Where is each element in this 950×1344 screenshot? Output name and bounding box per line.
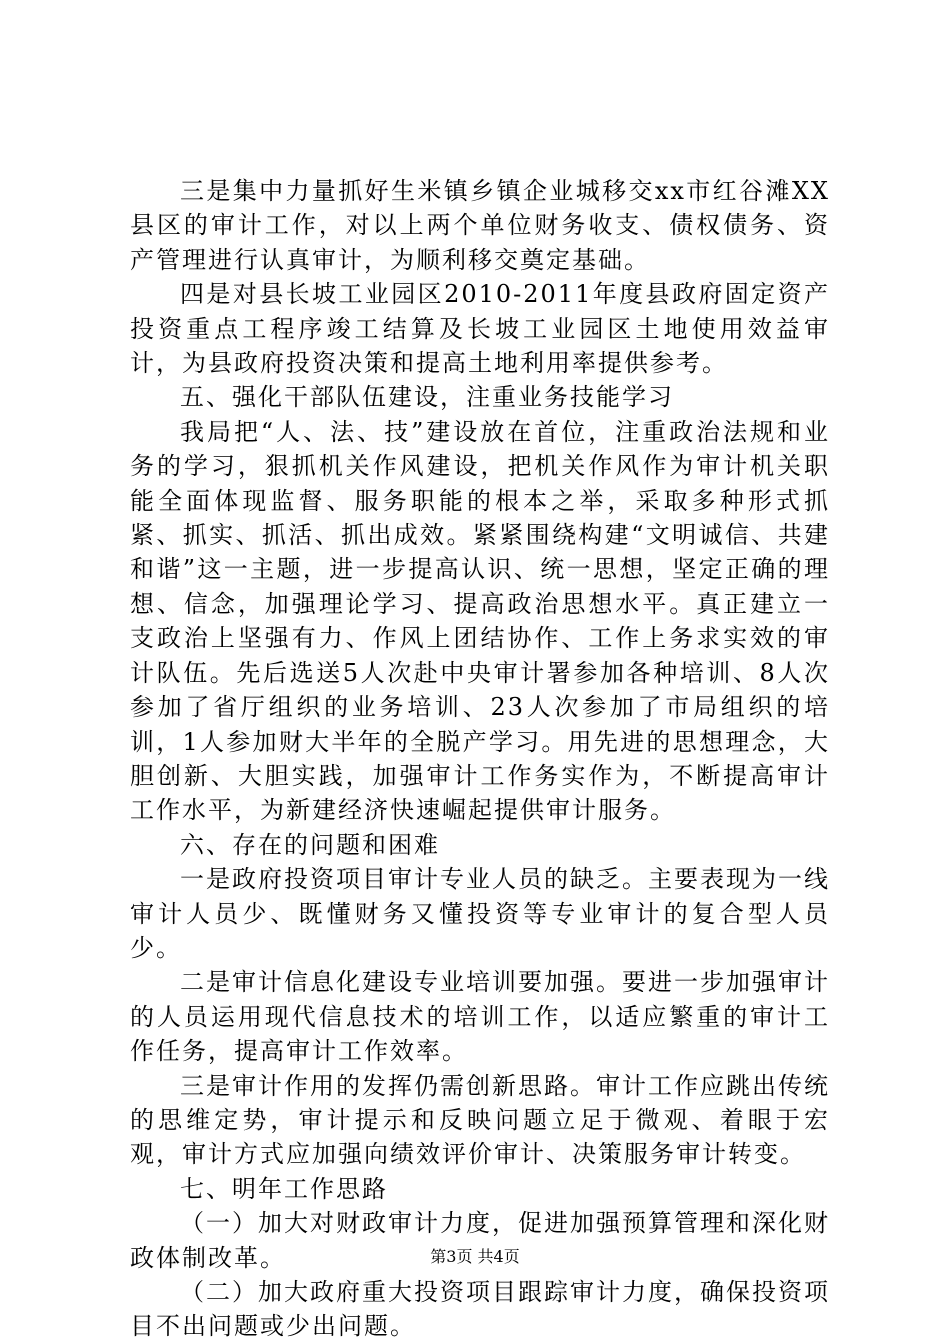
section-heading-staff-building: 五、强化干部队伍建设，注重业务技能学习	[180, 383, 674, 412]
document-body	[130, 174, 830, 1344]
page-footer: 第3页 共4页	[430, 1247, 520, 1266]
paragraph-plan-2: （二）加大政府重大投资项目跟踪审计力度，确保投资项目不出问题或少出问题。	[130, 1278, 830, 1341]
paragraph-town-enterprise-audit: 三是集中力量抓好生米镇乡镇企业城移交xx市红谷滩XX县区的审计工作，对以上两个单位财务收支、债权债务、资产管理进行认真审计，为顺利移交奠定基础。	[130, 177, 830, 274]
section-heading-problems: 六、存在的问题和困难	[180, 830, 440, 859]
paragraph-problem-2: 二是审计信息化建设专业培训要加强。要进一步加强审计的人员运用现代信息技术的培训工作，以适应繁重的审计工作任务，提高审计工作效率。	[130, 968, 830, 1066]
paragraph-staff-building: 我局把“人、法、技”建设放在首位，注重政治法规和业务的学习，狠抓机关作风建设，把机关作风作为审计机关职能全面体现监督、服务职能的根本之举，采取多种形式抓紧、抓实、抓活、抓出成效。紧紧围绕构建“文明诚信、共建和谐”这一主题，进一步提高认识、统一思想，坚定正确的理想、信念，加强理论学习、提高政治思想水平。真正建立一支政治上坚强有力、作风上团结协作、工作上务求实效的审计队伍。先后选送5人次赴中央审计署参加各种培训、8人次参加了省厅组织的业务培训、23人次参加了市局组织的培训，1人参加财大半年的全脱产学习。用先进的思想理念，大胆创新、大胆实践，加强审计工作务实作为，不断提高审计工作水平，为新建经济快速崛起提供审计服务。	[130, 417, 830, 825]
paragraph-plan-1: （一）加大对财政审计力度，促进加强预算管理和深化财政体制改革。	[130, 1209, 830, 1272]
paragraph-industrial-park-audit: 四是对县长坡工业园区2010-2011年度县政府固定资产投资重点工程序竣工结算及长坡工业园区土地使用效益审计，为县政府投资决策和提高土地利用率提供参考。	[130, 280, 830, 378]
paragraph-problem-3: 三是审计作用的发挥仍需创新思路。审计工作应跳出传统的思维定势，审计提示和反映问题立足于微观、着眼于宏观，审计方式应加强向绩效评价审计、决策服务审计转变。	[130, 1071, 830, 1169]
section-heading-next-year: 七、明年工作思路	[180, 1174, 388, 1203]
paragraph-problem-1: 一是政府投资项目审计专业人员的缺乏。主要表现为一线审计人员少、既懂财务又懂投资等专业审计的复合型人员少。	[130, 865, 830, 962]
